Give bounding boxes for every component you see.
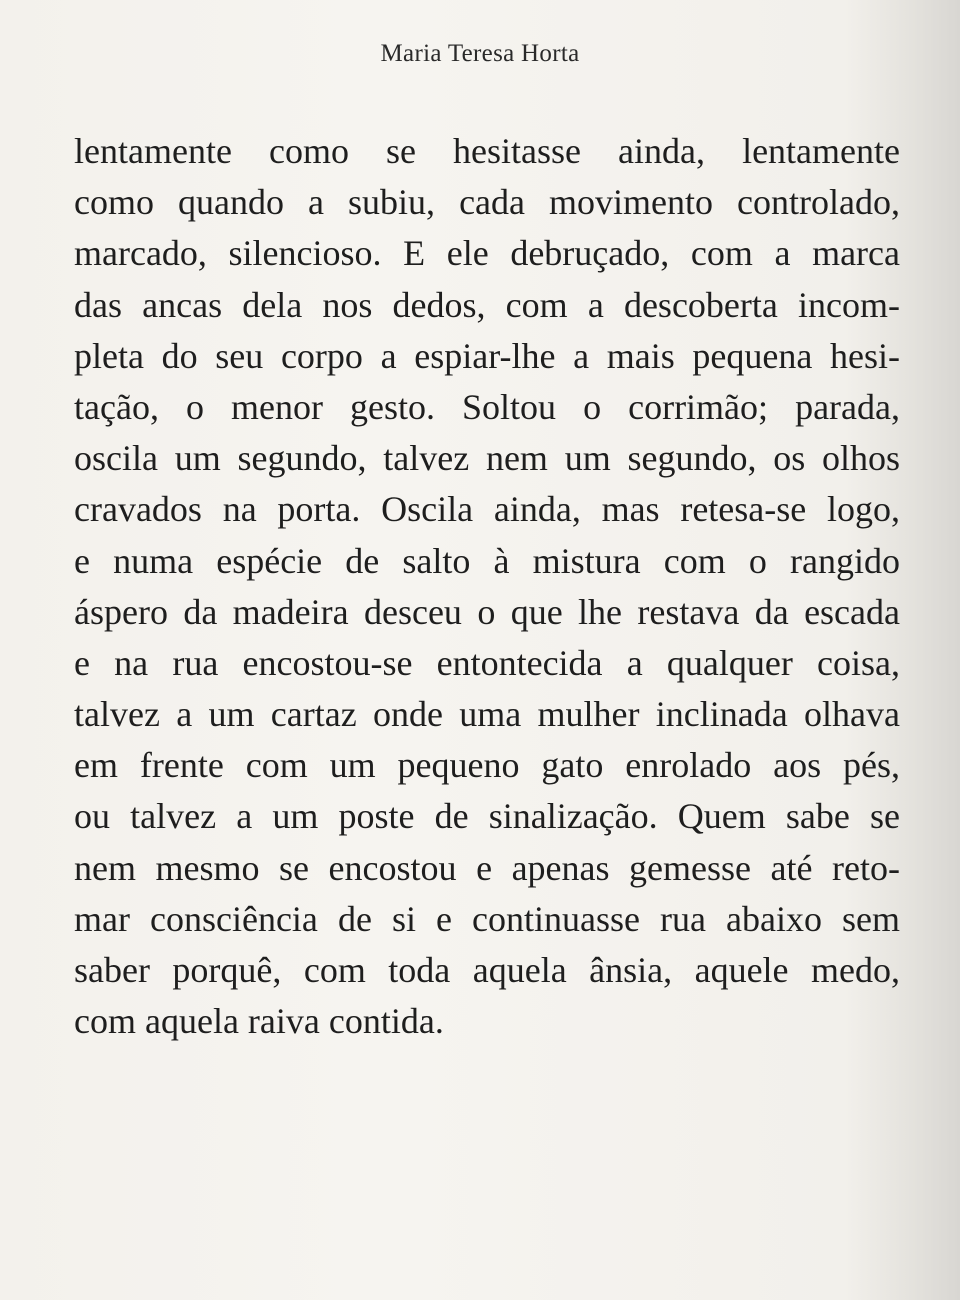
text-line: e na rua encostou-se entontecida a qualquer coisa,	[74, 642, 900, 683]
text-line: saber porquê, com toda aquela ânsia, aquele medo,	[74, 950, 900, 990]
running-head-author: Maria Teresa Horta	[380, 40, 580, 67]
text-line: talvez a um cartaz onde uma mulher inclinada olhava	[74, 694, 900, 735]
text-line-last: com aquela raiva contida.	[74, 1001, 444, 1042]
text-line: em frente com um pequeno gato enrolado aos pés,	[74, 745, 900, 786]
text-line: mar consciência de si e continuasse rua abaixo sem	[74, 898, 900, 939]
text-line: áspero da madeira desceu o que lhe restava da escada	[74, 591, 900, 632]
text-line: ou talvez a um poste de sinalização. Quem sabe se	[74, 796, 900, 837]
text-line: oscila um segundo, talvez nem um segundo, os olhos	[74, 438, 900, 479]
body-text	[74, 126, 900, 1047]
text-line: pleta do seu corpo a espiar-lhe a mais pequena hesi-	[74, 335, 900, 376]
text-line: das ancas dela nos dedos, com a descoberta incom-	[74, 284, 900, 325]
text-line: lentamente como se hesitasse ainda, lentamente	[74, 131, 900, 171]
text-line: e numa espécie de salto à mistura com o rangido	[74, 540, 900, 581]
text-line: marcado, silencioso. E ele debruçado, com a marca	[74, 233, 900, 274]
text-line: cravados na porta. Oscila ainda, mas retesa-se logo,	[74, 489, 900, 530]
text-line: nem mesmo se encostou e apenas gemesse até reto-	[74, 847, 900, 888]
text-line: como quando a subiu, cada movimento controlado,	[74, 182, 900, 223]
text-line: tação, o menor gesto. Soltou o corrimão; parada,	[74, 386, 900, 427]
